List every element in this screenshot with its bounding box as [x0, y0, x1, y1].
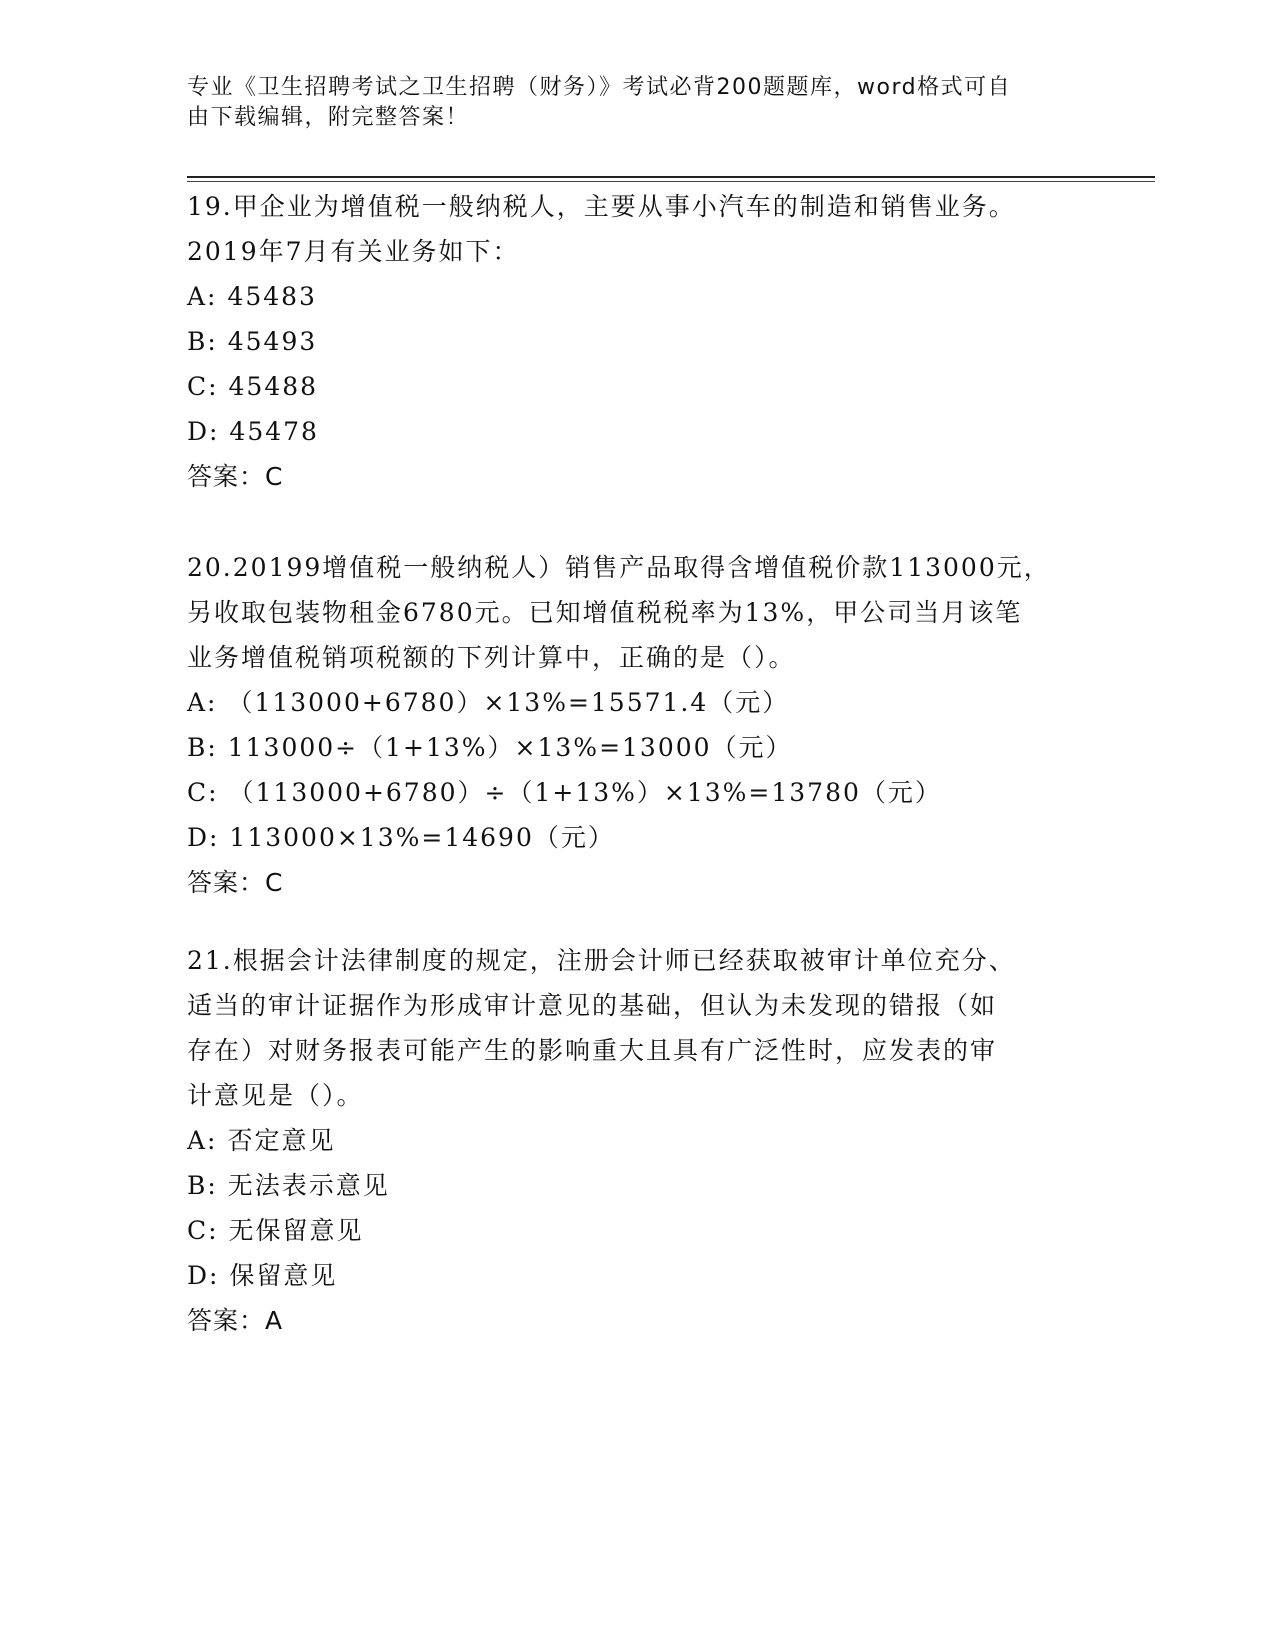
option-b: [187, 1163, 1067, 1208]
option-letter: C:: [187, 778, 219, 807]
option-text: 45493: [227, 327, 318, 356]
question-stem-line: 计意见是（）。: [187, 1081, 364, 1110]
question-21: [187, 938, 1067, 1343]
option-text: 45488: [228, 372, 319, 401]
option-letter: C:: [187, 372, 219, 401]
option-letter: B:: [187, 733, 218, 762]
header-divider-thin: [187, 181, 1155, 182]
option-d: [187, 409, 1067, 454]
question-stem-line: 适当的审计证据作为形成审计意见的基础，但认为未发现的错报（如: [187, 991, 998, 1020]
question-stem-line: 另收取包装物租金6780元。已知增值税税率为13%，甲公司当月该笔: [187, 598, 1023, 627]
option-d: [187, 1253, 1067, 1298]
option-letter: A:: [187, 1126, 218, 1155]
question-stem-line: 21.根据会计法律制度的规定，注册会计师已经获取被审计单位充分、: [187, 946, 1016, 975]
option-text: （113000+6780）×13%=15571.4（元）: [227, 688, 790, 717]
question-stem-line: 业务增值税销项税额的下列计算中，正确的是（）。: [187, 643, 796, 672]
option-c: [187, 364, 1067, 409]
question-stem-line: 20.20199增值税一般纳税人）销售产品取得含增值税价款113000元，: [187, 553, 1051, 582]
header-line-1: 专业《卫生招聘考试之卫生招聘（财务）》考试必背200题题库，word格式可自: [187, 75, 1012, 100]
option-text: 45483: [227, 282, 317, 311]
question-20: [187, 545, 1067, 905]
option-letter: A:: [187, 282, 218, 311]
option-a: [187, 1118, 1067, 1163]
option-letter: D:: [187, 417, 220, 446]
option-letter: D:: [187, 1261, 220, 1290]
answer-line: 答案：C: [187, 868, 284, 897]
option-c: [187, 770, 1067, 815]
option-d: [187, 815, 1067, 860]
option-c: [187, 1208, 1067, 1253]
document-header: [187, 73, 1057, 133]
option-text: 否定意见: [227, 1126, 336, 1155]
question-stem-line: 19.甲企业为增值税一般纳税人，主要从事小汽车的制造和销售业务。: [187, 192, 1016, 221]
option-text: （113000+6780）÷（1+13%）×13%=13780（元）: [228, 778, 942, 807]
answer-line: 答案：A: [187, 1306, 284, 1335]
option-letter: D:: [187, 823, 220, 852]
question-stem-line: 存在）对财务报表可能产生的影响重大且具有广泛性时，应发表的审: [187, 1036, 998, 1065]
option-letter: B:: [187, 1171, 218, 1200]
option-letter: C:: [187, 1216, 219, 1245]
option-text: 保留意见: [229, 1261, 338, 1290]
option-a: [187, 274, 1067, 319]
answer-line: 答案：C: [187, 462, 284, 491]
option-text: 无保留意见: [228, 1216, 364, 1245]
option-b: [187, 319, 1067, 364]
option-text: 113000×13%=14690（元）: [229, 823, 615, 852]
option-b: [187, 725, 1067, 770]
option-letter: B:: [187, 327, 218, 356]
question-19: [187, 184, 1067, 499]
header-line-2: 由下载编辑，附完整答案！: [187, 105, 470, 130]
option-letter: A:: [187, 688, 218, 717]
option-a: [187, 680, 1067, 725]
option-text: 45478: [229, 417, 319, 446]
option-text: 113000÷（1+13%）×13%=13000（元）: [227, 733, 793, 762]
option-text: 无法表示意见: [227, 1171, 390, 1200]
header-divider-thick: [187, 176, 1155, 178]
question-stem-line: 2019年7月有关业务如下：: [187, 237, 520, 266]
